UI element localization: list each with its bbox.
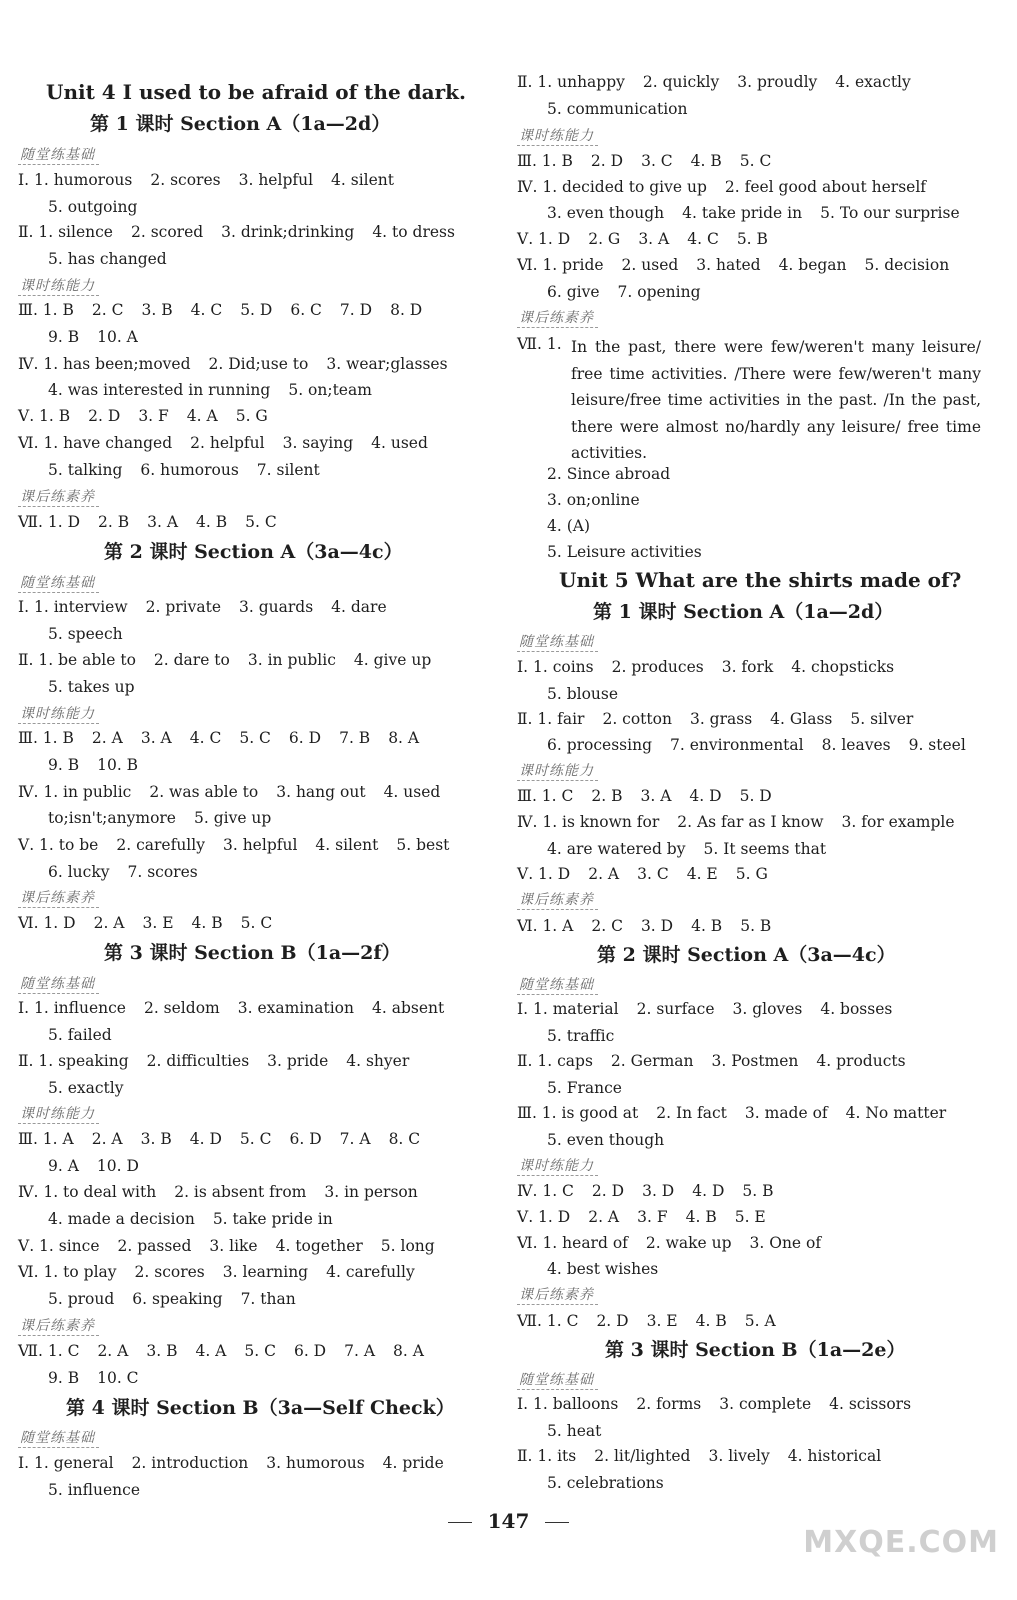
answer-line: 4. best wishes bbox=[547, 1260, 659, 1278]
answer-line: Ⅶ. 1. C 2. A 3. B 4. A 5. C 6. D 7. A 8. A bbox=[18, 1342, 424, 1360]
section-tag: 随堂练基础 bbox=[517, 634, 598, 652]
answer-line: 5. speech bbox=[48, 625, 123, 643]
answer-line: Ⅰ. 1. balloons 2. forms 3. complete 4. scissors bbox=[517, 1395, 912, 1413]
answer-line: Ⅵ. 1. to play 2. scores 3. learning 4. carefully bbox=[18, 1263, 415, 1281]
answer-line: Ⅶ. 1. D 2. B 3. A 4. B 5. C bbox=[18, 513, 277, 531]
section-tag: 课时练能力 bbox=[517, 1158, 598, 1176]
section-tag: 课时练能力 bbox=[18, 706, 99, 724]
answer-line: 9. A 10. D bbox=[48, 1157, 139, 1175]
section-tag: 随堂练基础 bbox=[517, 977, 598, 995]
unit-title: Unit 4 I used to be afraid of the dark. bbox=[46, 80, 466, 104]
answer-line: Ⅲ. 1. A 2. A 3. B 4. D 5. C 6. D 7. A 8. C bbox=[18, 1130, 421, 1148]
answer-line: 6. give 7. opening bbox=[547, 283, 701, 301]
answer-line: Ⅵ. 1. pride 2. used 3. hated 4. began 5. decision bbox=[517, 256, 950, 274]
answer-line: Ⅳ. 1. to deal with 2. is absent from 3. in person bbox=[18, 1183, 418, 1201]
answer-line: Ⅳ. 1. is known for 2. As far as I know 3. for example bbox=[517, 813, 955, 831]
answer-line: 9. B 10. A bbox=[48, 328, 138, 346]
page-number: 147 bbox=[487, 1509, 530, 1533]
answer-line: Ⅳ. 1. in public 2. was able to 3. hang out 4. used bbox=[18, 783, 441, 801]
section-tag: 课时练能力 bbox=[18, 278, 99, 296]
answer-line: Ⅱ. 1. fair 2. cotton 3. grass 4. Glass 5. silver bbox=[517, 710, 914, 728]
answer-line: 5. Leisure activities bbox=[547, 543, 702, 561]
answer-line: to;isn't;anymore 5. give up bbox=[48, 809, 272, 827]
answer-line: Ⅱ. 1. caps 2. German 3. Postmen 4. products bbox=[517, 1052, 906, 1070]
answer-line: Ⅲ. 1. B 2. C 3. B 4. C 5. D 6. C 7. D 8. D bbox=[18, 301, 423, 319]
answer-line: Ⅱ. 1. its 2. lit/lighted 3. lively 4. historical bbox=[517, 1447, 882, 1465]
answer-line: 5. exactly bbox=[48, 1079, 124, 1097]
answer-line: 5. outgoing bbox=[48, 198, 138, 216]
answer-line: 9. B 10. B bbox=[48, 756, 139, 774]
lesson-title: 第 1 课时 Section A（1a—2d） bbox=[90, 113, 391, 135]
section-tag: 课时练能力 bbox=[18, 1106, 99, 1124]
answer-line: 5. influence bbox=[48, 1481, 140, 1499]
answer-line: Ⅰ. 1. material 2. surface 3. gloves 4. bosses bbox=[517, 1000, 893, 1018]
section-tag: 随堂练基础 bbox=[18, 1430, 99, 1448]
answer-line: 3. on;online bbox=[547, 491, 640, 509]
answer-line: 5. talking 6. humorous 7. silent bbox=[48, 461, 320, 479]
answer-line: Ⅴ. 1. D 2. A 3. F 4. B 5. E bbox=[517, 1208, 766, 1226]
answer-line: Ⅴ. 1. D 2. A 3. C 4. E 5. G bbox=[517, 865, 768, 883]
answer-line: Ⅱ. 1. silence 2. scored 3. drink;drinking 4. to dress bbox=[18, 223, 455, 241]
answer-line: Ⅰ. 1. humorous 2. scores 3. helpful 4. silent bbox=[18, 171, 395, 189]
answer-line: Ⅲ. 1. B 2. A 3. A 4. C 5. C 6. D 7. B 8. A bbox=[18, 729, 420, 747]
section-tag: 随堂练基础 bbox=[18, 575, 99, 593]
answer-line: Ⅳ. 1. decided to give up 2. feel good about herself bbox=[517, 178, 927, 196]
answer-line: 5. communication bbox=[547, 100, 688, 118]
section-tag: 课时练能力 bbox=[517, 763, 598, 781]
answer-line: 5. blouse bbox=[547, 685, 619, 703]
section-tag: 课后练素养 bbox=[18, 890, 99, 908]
answer-line: Ⅲ. 1. C 2. B 3. A 4. D 5. D bbox=[517, 787, 772, 805]
answer-line: Ⅲ. 1. is good at 2. In fact 3. made of 4. No matter bbox=[517, 1104, 947, 1122]
section-tag: 课时练能力 bbox=[517, 128, 598, 146]
answer-line: Ⅴ. 1. B 2. D 3. F 4. A 5. G bbox=[18, 407, 268, 425]
section-tag: 课后练素养 bbox=[517, 310, 598, 328]
answer-line: Ⅰ. 1. interview 2. private 3. guards 4. dare bbox=[18, 598, 387, 616]
answer-line: 5. traffic bbox=[547, 1027, 615, 1045]
answer-line: Ⅰ. 1. general 2. introduction 3. humorous 4. pride bbox=[18, 1454, 444, 1472]
answer-line: Ⅴ. 1. since 2. passed 3. like 4. together 5. long bbox=[18, 1237, 435, 1255]
answer-line: 4. are watered by 5. It seems that bbox=[547, 840, 827, 858]
answer-line: Ⅴ. 1. to be 2. carefully 3. helpful 4. silent 5. best bbox=[18, 836, 450, 854]
answer-line: Ⅲ. 1. B 2. D 3. C 4. B 5. C bbox=[517, 152, 772, 170]
lesson-title: 第 4 课时 Section B（3a—Self Check） bbox=[66, 1397, 455, 1419]
answer-line: Ⅳ. 1. C 2. D 3. D 4. D 5. B bbox=[517, 1182, 774, 1200]
section-tag: 课后练素养 bbox=[517, 892, 598, 910]
answer-line: Ⅴ. 1. D 2. G 3. A 4. C 5. B bbox=[517, 230, 768, 248]
answer-line: 4. (A) bbox=[547, 517, 591, 535]
answer-line: Ⅵ. 1. heard of 2. wake up 3. One of bbox=[517, 1234, 822, 1252]
section-tag: 随堂练基础 bbox=[18, 976, 99, 994]
lesson-title: 第 2 课时 Section A（3a—4c） bbox=[597, 944, 896, 966]
answer-line: 5. France bbox=[547, 1079, 622, 1097]
answer-line: 9. B 10. C bbox=[48, 1369, 139, 1387]
answer-line: Ⅶ. 1. bbox=[517, 335, 562, 353]
answer-line: Ⅱ. 1. speaking 2. difficulties 3. pride 4. shyer bbox=[18, 1052, 410, 1070]
watermark: MXQE.COM bbox=[803, 1525, 999, 1560]
unit-title: Unit 5 What are the shirts made of? bbox=[559, 568, 962, 592]
answer-line: Ⅰ. 1. coins 2. produces 3. fork 4. chopsticks bbox=[517, 658, 895, 676]
answer-line: 4. made a decision 5. take pride in bbox=[48, 1210, 333, 1228]
section-tag: 随堂练基础 bbox=[517, 1372, 598, 1390]
answer-line: 5. failed bbox=[48, 1026, 112, 1044]
lesson-title: 第 1 课时 Section A（1a—2d） bbox=[593, 601, 894, 623]
answer-line: Ⅵ. 1. D 2. A 3. E 4. B 5. C bbox=[18, 914, 273, 932]
answer-line: Ⅳ. 1. has been;moved 2. Did;use to 3. wear;glasses bbox=[18, 355, 448, 373]
answer-line: Ⅵ. 1. A 2. C 3. D 4. B 5. B bbox=[517, 917, 772, 935]
answer-line: 2. Since abroad bbox=[547, 465, 671, 483]
answer-line: 5. has changed bbox=[48, 250, 167, 268]
answer-line: 5. proud 6. speaking 7. than bbox=[48, 1290, 296, 1308]
answer-line: 5. celebrations bbox=[547, 1474, 664, 1492]
answer-line: Ⅱ. 1. be able to 2. dare to 3. in public 4. give up bbox=[18, 651, 432, 669]
answer-line: Ⅱ. 1. unhappy 2. quickly 3. proudly 4. exactly bbox=[517, 73, 911, 91]
answer-line: Ⅶ. 1. C 2. D 3. E 4. B 5. A bbox=[517, 1312, 776, 1330]
answer-line: Ⅵ. 1. have changed 2. helpful 3. saying 4. used bbox=[18, 434, 428, 452]
section-tag: 课后练素养 bbox=[517, 1287, 598, 1305]
footer-dash bbox=[448, 1522, 472, 1523]
section-tag: 课后练素养 bbox=[18, 489, 99, 507]
answer-line: 5. even though bbox=[547, 1131, 665, 1149]
lesson-title: 第 2 课时 Section A（3a—4c） bbox=[104, 541, 403, 563]
footer-dash bbox=[545, 1522, 569, 1523]
section-tag: 随堂练基础 bbox=[18, 147, 99, 165]
answer-line: 4. was interested in running 5. on;team bbox=[48, 381, 372, 399]
answer-paragraph: In the past, there were few/weren't many leisure/ free time activities. /There were few/weren't many leisure/free time activities in the past. /In the past, there were almost no/hardly any leisure/ free time activities. bbox=[571, 338, 981, 462]
answer-line: Ⅰ. 1. influence 2. seldom 3. examination 4. absent bbox=[18, 999, 445, 1017]
answer-line: 6. processing 7. environmental 8. leaves 9. steel bbox=[547, 736, 966, 754]
answer-line: 6. lucky 7. scores bbox=[48, 863, 198, 881]
section-tag: 课后练素养 bbox=[18, 1318, 99, 1336]
lesson-title: 第 3 课时 Section B（1a—2e） bbox=[605, 1339, 906, 1361]
answer-line: 5. heat bbox=[547, 1422, 602, 1440]
answer-line: 3. even though 4. take pride in 5. To our surprise bbox=[547, 204, 960, 222]
answer-line: 5. takes up bbox=[48, 678, 135, 696]
lesson-title: 第 3 课时 Section B（1a—2f） bbox=[104, 942, 401, 964]
